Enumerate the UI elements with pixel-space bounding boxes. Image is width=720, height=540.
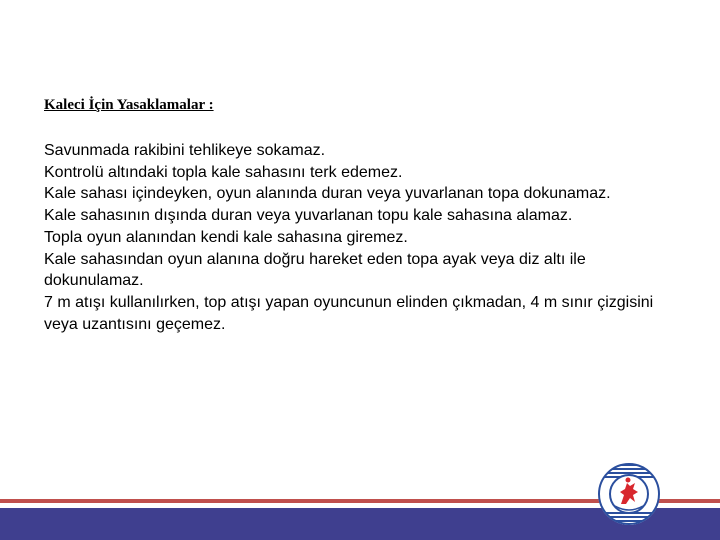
rule-item: Savunmada rakibini tehlikeye sokamaz.	[44, 142, 326, 159]
rule-item: Kale sahası içindeyken, oyun alanında duran veya yuvarlanan topa dokunamaz.	[44, 185, 611, 203]
rules-list	[44, 140, 664, 335]
rule-item: Kontrolü altındaki topla kale sahasını terk edemez.	[44, 163, 403, 181]
rule-item: Kale sahasının dışında duran veya yuvarlanan topu kale sahasına alamaz.	[44, 207, 573, 225]
rule-item: Topla oyun alanından kendi kale sahasına giremez.	[44, 228, 408, 246]
rule-item: 7 m atışı kullanılırken, top atışı yapan oyuncunun elinden çıkmadan, 4 m sınır çizgisini veya uzantısını geçemez.	[44, 293, 654, 333]
university-seal-icon	[597, 462, 661, 526]
rule-item: Kale sahasından oyun alanına doğru hareket eden topa ayak veya diz altı ile dokunulamaz.	[44, 250, 586, 290]
slide-heading: Kaleci İçin Yasaklamalar :	[44, 97, 214, 113]
